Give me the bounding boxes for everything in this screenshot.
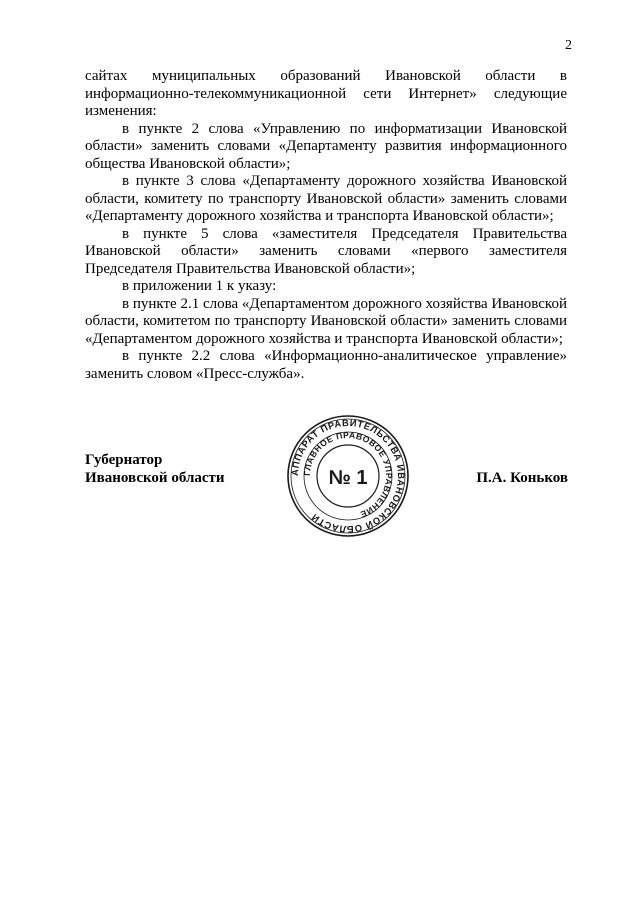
signatory-title — [85, 452, 225, 487]
paragraph-point-3: в пункте 3 слова «Департаменту дорожного хозяйства Ивановской области, комитету по транспорту Ивановской области» заменить словами «Департаменту дорожного хозяйства и транспорта Ивановской области»; — [85, 173, 567, 224]
stamp-ring-text: АППАРАТ ПРАВИТЕЛЬСТВА ИВАНОВСКОЙ ОБЛАСТИ — [288, 416, 408, 536]
stamp-number: № 1 — [328, 467, 368, 489]
stamp-inner-text: ГЛАВНОЕ ПРАВОВОЕ УПРАВЛЕНИЕ — [301, 429, 395, 520]
signatory-name: П.А. Коньков — [476, 470, 568, 486]
paragraph-appendix-1: в приложении 1 к указу: — [122, 278, 277, 294]
paragraph-point-5: в пункте 5 слова «заместителя Председателя Правительства Ивановской области» заменить словами «первого заместителя Председателя Правительства Ивановской области»; — [85, 225, 567, 277]
document-body — [85, 68, 567, 383]
paragraph-point-2-1: в пункте 2.1 слова «Департаментом дорожного хозяйства Ивановской области, комитетом по транспорту Ивановской области» заменить словами «Департаментом дорожного хозяйства и транспорта Ивановской области»; — [85, 295, 567, 347]
signatory-title-line-1: Губернатор — [85, 452, 163, 468]
paragraph-intro: сайтах муниципальных образований Ивановской области в информационно-телекоммуникационной сети Интернет» следующие изменения: — [85, 68, 567, 119]
page-number: 2 — [565, 38, 572, 53]
official-stamp — [286, 414, 410, 538]
paragraph-point-2-2: в пункте 2.2 слова «Информационно-аналитическое управление» заменить словом «Пресс-служба». — [85, 348, 567, 382]
paragraph-point-2: в пункте 2 слова «Управлению по информатизации Ивановской области» заменить словами «Департаменту развития информационного общества Ивановской области»; — [85, 120, 567, 172]
signatory-title-line-2: Ивановской области — [85, 469, 225, 486]
